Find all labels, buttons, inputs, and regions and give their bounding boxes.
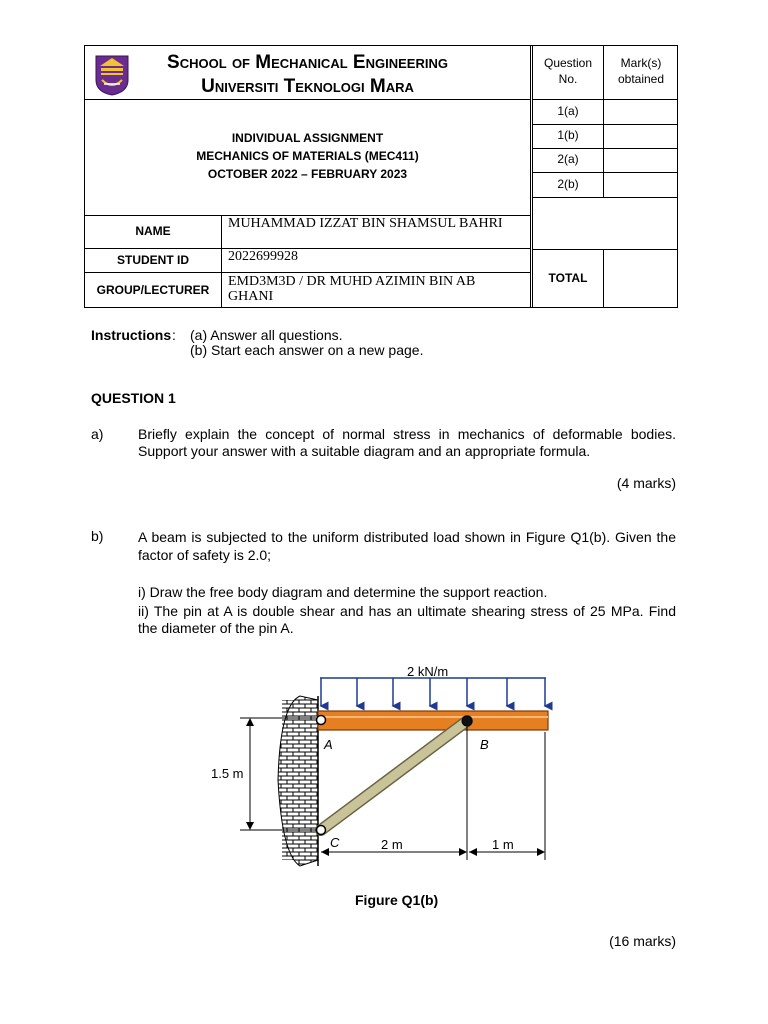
part-a-text: Briefly explain the concept of normal stress in mechanics of deformable bodies. Support your answer with a suitable diagram and an appropriate formula. (138, 426, 676, 459)
part-a-marks: (4 marks) (616, 475, 676, 491)
total-label: TOTAL (548, 271, 588, 285)
group-value: EMD3M3D / DR MUHD AZIMIN BIN AB GHANI (228, 274, 476, 304)
assignment-type: INDIVIDUAL ASSIGNMENT (231, 131, 384, 145)
pin-b (462, 716, 472, 726)
instructions-colon: : (172, 327, 176, 343)
part-b-label: b) (91, 528, 104, 544)
figure-q1b (200, 660, 560, 920)
instruction-item: (b) Start each answer on a new page. (190, 342, 424, 358)
question-2b: 2(b) (557, 177, 579, 191)
group-label: GROUP/LECTURER (96, 283, 210, 297)
student-id-label: STUDENT ID (117, 253, 189, 267)
part-b-text: A beam is subjected to the uniform distributed load shown in Figure Q1(b). Given the factor of safety is 2.0; (138, 529, 676, 563)
marks-header: Mark(s) obtained (617, 56, 665, 86)
name-label: NAME (135, 224, 171, 238)
question-1a: 1(a) (557, 104, 579, 118)
label-c: C (330, 835, 340, 850)
load-label: 2 kN/m (407, 664, 449, 679)
question-2a: 2(a) (557, 152, 579, 166)
university-name: Universiti Teknologi Mara (201, 76, 414, 97)
pin-c (317, 826, 326, 835)
course-name: MECHANICS OF MATERIALS (MEC411) (196, 149, 419, 163)
pin-a (317, 716, 326, 725)
header-table (84, 45, 678, 308)
name-value: MUHAMMAD IZZAT BIN SHAMSUL BAHRI (228, 216, 503, 231)
question-no-header: Question No. (543, 56, 593, 86)
beam (318, 711, 548, 730)
school-name: School of Mechanical Engineering (167, 52, 448, 73)
part-b-i: i) Draw the free body diagram and determine the support reaction. (138, 584, 548, 600)
question-1-title: QUESTION 1 (91, 390, 176, 406)
instructions-label: Instructions (91, 327, 172, 343)
part-b-ii: ii) The pin at A is double shear and has an ultimate shearing stress of 25 MPa. Find the diameter of the pin A. (138, 603, 676, 636)
question-1b: 1(b) (557, 128, 579, 142)
dim-ac-label: 2 m (381, 837, 403, 852)
label-b: B (480, 737, 489, 752)
figure-caption: Figure Q1(b) (355, 892, 439, 908)
part-b-marks: (16 marks) (609, 933, 676, 949)
label-a: A (324, 737, 333, 752)
student-id-value: 2022699928 (228, 249, 298, 264)
instruction-item: (a) Answer all questions. (190, 327, 343, 343)
session-dates: OCTOBER 2022 – FEBRUARY 2023 (207, 167, 408, 181)
part-a-label: a) (91, 426, 104, 442)
dim-height-label: 1.5 m (211, 766, 244, 781)
dim-b-end-label: 1 m (492, 837, 514, 852)
